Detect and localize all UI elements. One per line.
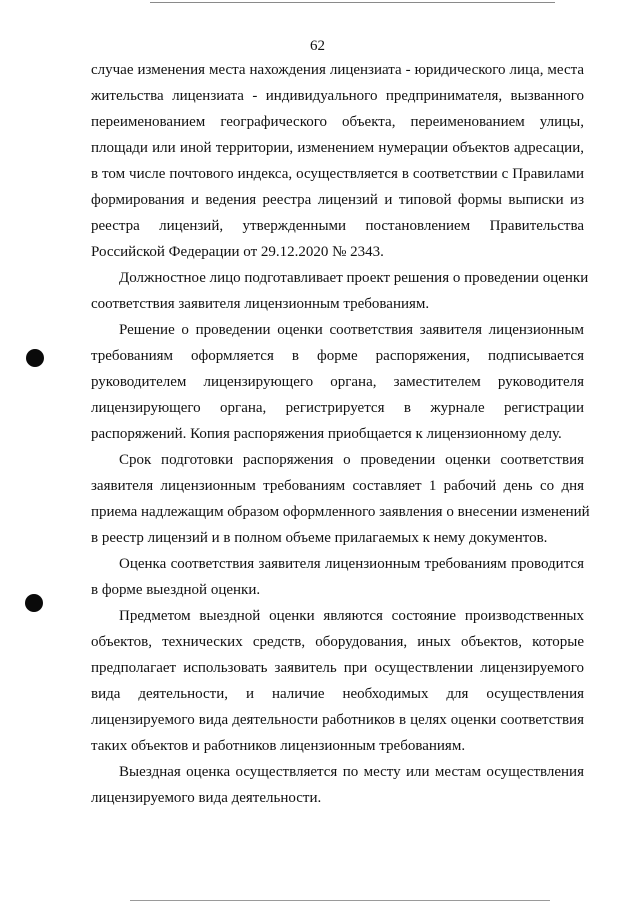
- page-number: 62: [310, 38, 325, 54]
- text-line: лицензируемого вида деятельности работников в целях оценки соответствия: [91, 712, 584, 728]
- text-line: Предметом выездной оценки являются состояние производственных: [119, 608, 584, 624]
- text-line: объектов, технических средств, оборудования, иных объектов, которые: [91, 634, 584, 650]
- paragraph: [91, 57, 584, 265]
- text-line: в том числе почтового индекса, осуществляется в соответствии с Правилами: [91, 166, 584, 182]
- text-line: Должностное лицо подготавливает проект решения о проведении оценки: [119, 270, 589, 286]
- text-line: Российской Федерации от 29.12.2020 № 2343.: [91, 244, 384, 260]
- paragraph: [91, 603, 584, 759]
- paragraph: [91, 317, 584, 447]
- text-line: жительства лицензиата - индивидуального предпринимателя, вызванного: [91, 88, 584, 104]
- text-line: в форме выездной оценки.: [91, 582, 261, 598]
- paragraph: [91, 551, 584, 603]
- text-line: требованиям оформляется в форме распоряжения, подписывается: [91, 348, 584, 364]
- text-line: приема надлежащим образом оформленного заявления о внесении изменений: [91, 504, 590, 520]
- paragraph: [91, 265, 589, 317]
- text-line: Выездная оценка осуществляется по месту или местам осуществления: [119, 764, 584, 780]
- text-line: в реестр лицензий и в полном объеме прилагаемых к нему документов.: [91, 530, 548, 546]
- text-line: таких объектов и работников лицензионным требованиям.: [91, 738, 466, 754]
- text-line: заявителя лицензионным требованиям составляет 1 рабочий день со дня: [91, 478, 584, 494]
- text-line: площади или иной территории, изменением нумерации объектов адресации,: [91, 140, 584, 156]
- text-line: реестра лицензий, утвержденными постановлением Правительства: [91, 218, 584, 234]
- text-line: распоряжений. Копия распоряжения приобщается к лицензионному делу.: [91, 426, 562, 442]
- text-line: вида деятельности, и наличие необходимых для осуществления: [91, 686, 584, 702]
- text-line: лицензируемого вида деятельности.: [91, 790, 322, 806]
- text-line: Срок подготовки распоряжения о проведении оценки соответствия: [119, 452, 584, 468]
- scan-edge-bottom: [130, 900, 550, 901]
- text-line: соответствия заявителя лицензионным требованиям.: [91, 296, 430, 312]
- text-line: руководителем лицензирующего органа, заместителем руководителя: [91, 374, 584, 390]
- text-line: случае изменения места нахождения лицензиата - юридического лица, места: [91, 62, 584, 78]
- document-body: [91, 57, 590, 811]
- scan-edge-top: [150, 2, 555, 3]
- text-line: Решение о проведении оценки соответствия заявителя лицензионным: [119, 322, 584, 338]
- text-line: лицензирующего органа, регистрируется в журнале регистрации: [91, 400, 584, 416]
- paragraph: [91, 759, 584, 811]
- text-line: Оценка соответствия заявителя лицензионным требованиям проводится: [119, 556, 584, 572]
- punch-hole-mark: [25, 594, 43, 612]
- paragraph: [91, 447, 590, 551]
- text-line: переименованием географического объекта, переименованием улицы,: [91, 114, 584, 130]
- text-line: предполагает использовать заявитель при осуществлении лицензируемого: [91, 660, 584, 676]
- text-line: формирования и ведения реестра лицензий и типовой формы выписки из: [91, 192, 584, 208]
- punch-hole-mark: [26, 349, 44, 367]
